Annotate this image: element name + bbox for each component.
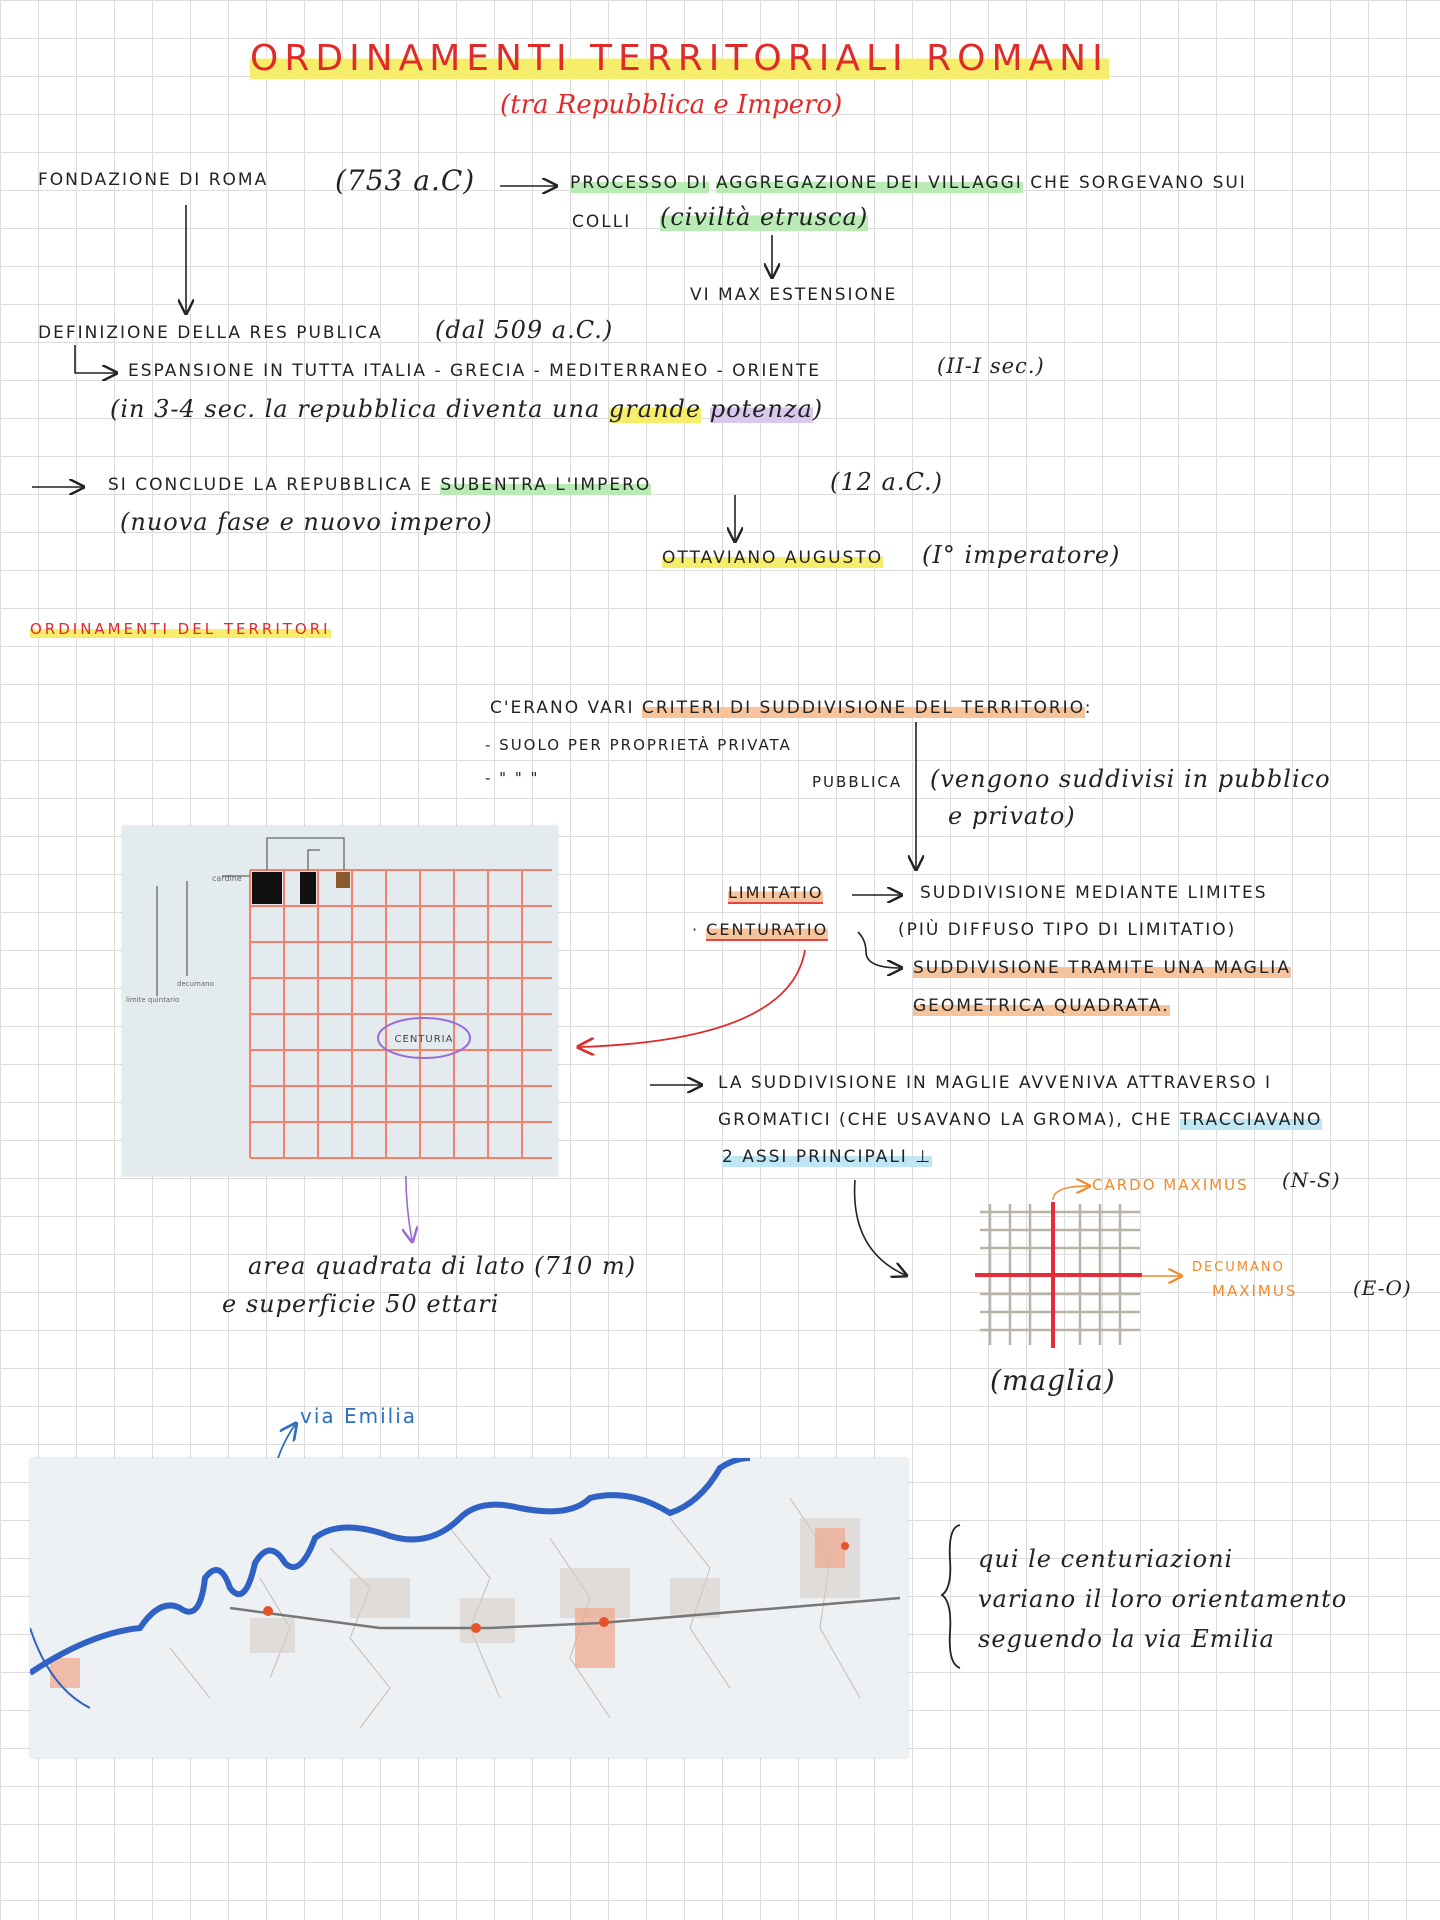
arrow-assi-maglia xyxy=(855,1180,905,1275)
limitatio-def: SUDDIVISIONE MEDIANTE LIMITES xyxy=(920,883,1268,903)
date-12: (12 a.C.) xyxy=(830,468,943,496)
cardo-label: CARDO MAXIMUS xyxy=(1092,1176,1249,1194)
area-line-2: e superficie 50 ettari xyxy=(222,1290,500,1318)
suddivisione-maglia-1: SUDDIVISIONE TRAMITE UNA MAGLIA xyxy=(913,958,1291,978)
centuria-grid xyxy=(122,826,558,1176)
ottaviano-text: OTTAVIANO AUGUSTO xyxy=(662,548,884,568)
centuratio-label: · CENTURATIO xyxy=(692,920,829,939)
maglia-diagram xyxy=(970,1200,1150,1350)
maglia-label: (maglia) xyxy=(990,1364,1116,1397)
date-509: (dal 509 a.C.) xyxy=(435,316,614,344)
definizione-text: DEFINIZIONE DELLA RES PUBLICA xyxy=(38,323,383,343)
via-emilia-label: via Emilia xyxy=(300,1404,418,1428)
colli-text: COLLI xyxy=(572,212,632,232)
centuria-caption-2: decumano xyxy=(177,980,214,988)
si-conclude-line: SI CONCLUDE LA REPUBBLICA E SUBENTRA L'IMPERO xyxy=(108,475,652,495)
decumano-label-2: MAXIMUS xyxy=(1212,1282,1298,1300)
date-753: (753 a.C) xyxy=(335,164,476,197)
map-drawing xyxy=(30,1458,908,1758)
vengono-line-2: e privato) xyxy=(948,802,1076,830)
area-line-1: area quadrata di lato (710 m) xyxy=(248,1252,637,1280)
processo-line: PROCESSO DI AGGREGAZIONE DEI VILLAGGI CHE SORGEVANO SUI xyxy=(570,173,1247,193)
via-emilia-map xyxy=(30,1458,908,1758)
map-note-2: variano il loro orientamento xyxy=(978,1585,1348,1613)
arrow-definizione-espansione xyxy=(75,345,115,373)
vi-max-text: VI MAX ESTENSIONE xyxy=(690,285,898,305)
gromatici-line-1: LA SUDDIVISIONE IN MAGLIE AVVENIVA ATTRAVERSO I xyxy=(718,1073,1273,1093)
map-note-3: seguendo la via Emilia xyxy=(978,1625,1275,1653)
pubblica-text: PUBBLICA xyxy=(812,773,903,791)
page-subtitle: (tra Repubblica e Impero) xyxy=(500,90,843,120)
page-title: ORDINAMENTI TERRITORIALI ROMANI xyxy=(250,38,1109,79)
arrow-centuratio-def xyxy=(858,932,900,968)
gromatici-line-2: GROMATICI (CHE USAVANO LA GROMA), CHE TRACCIAVANO xyxy=(718,1110,1323,1130)
centuria-square-black-1 xyxy=(252,872,282,904)
map-note-1: qui le centuriazioni xyxy=(978,1545,1234,1573)
ditto-marks: - " " " xyxy=(485,769,540,787)
fondazione-text: FONDAZIONE DI ROMA xyxy=(38,170,269,190)
brace-note xyxy=(942,1525,960,1668)
ns-label: (N-S) xyxy=(1282,1168,1341,1192)
suolo-privata: - SUOLO PER PROPRIETÀ PRIVATA xyxy=(485,736,792,754)
decumano-label-1: DECUMANO xyxy=(1192,1260,1285,1275)
vengono-line-1: (vengono suddivisi in pubblico xyxy=(930,765,1331,793)
eo-label: (E-O) xyxy=(1353,1276,1412,1300)
civilta-text: (civiltà etrusca) xyxy=(660,203,869,231)
section-title: ORDINAMENTI DEL TERRITORI xyxy=(30,620,331,638)
sec-text: (II-I sec.) xyxy=(937,354,1045,378)
suddivisione-maglia-2: GEOMETRICA QUADRATA. xyxy=(913,996,1170,1016)
centuria-square-brown xyxy=(336,872,350,888)
centuria-square-black-2 xyxy=(300,872,316,904)
nuova-fase-text: (nuova fase e nuovo impero) xyxy=(120,508,493,536)
centuria-label: centuria xyxy=(394,1034,454,1045)
espansione-text: ESPANSIONE IN TUTTA ITALIA - GRECIA - MEDITERRANEO - ORIENTE xyxy=(128,361,821,381)
centuria-photo xyxy=(122,826,558,1176)
centuria-caption-1: cardine xyxy=(212,874,242,883)
imperatore-text: (I° imperatore) xyxy=(922,541,1121,569)
repubblica-potenza-text: (in 3-4 sec. la repubblica diventa una grande potenza) xyxy=(110,395,824,423)
criteri-line: C'ERANO VARI CRITERI DI SUDDIVISIONE DEL TERRITORIO: xyxy=(490,698,1093,718)
limitatio-label: LIMITATIO xyxy=(728,883,824,902)
arrow-cardo xyxy=(1053,1186,1088,1200)
arrow-centuratio-photo xyxy=(580,950,805,1047)
gromatici-line-3: 2 ASSI PRINCIPALI ⊥ xyxy=(722,1147,933,1167)
centuria-caption-3: limite quintario xyxy=(126,996,180,1004)
piu-diffuso-text: (PIÙ DIFFUSO TIPO DI LIMITATIO) xyxy=(898,920,1237,940)
